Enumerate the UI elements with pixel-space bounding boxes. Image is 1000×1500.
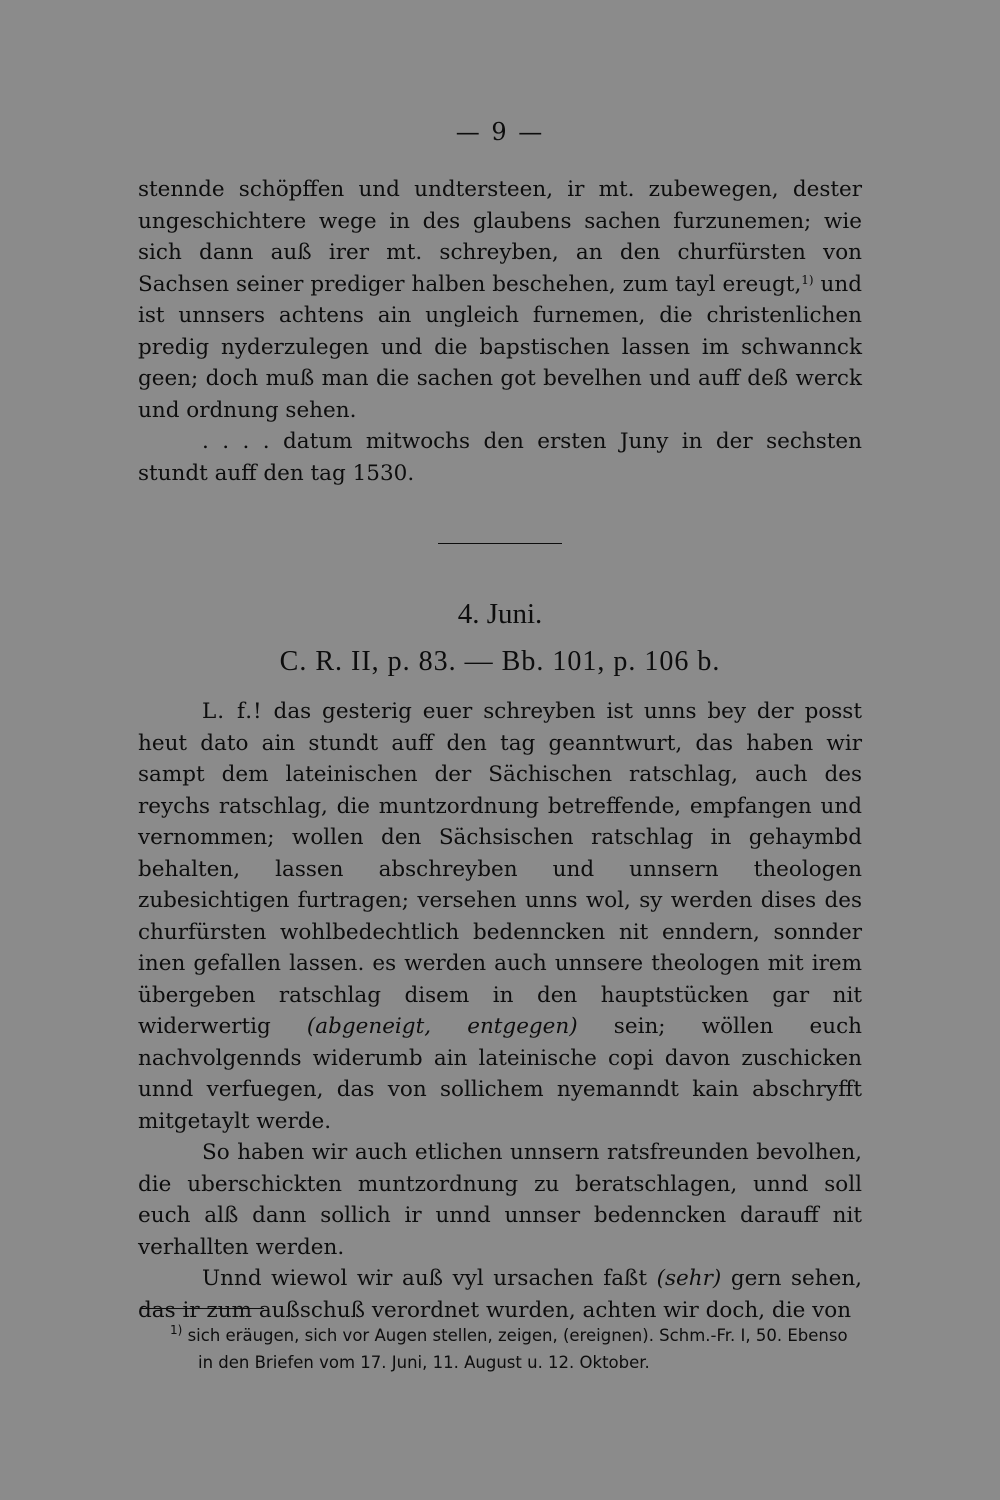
editorial-gloss-sehr: (sehr) xyxy=(656,1266,722,1291)
letter-1-body-continued: und ist unnsers achtens ain ungleich furnemen, die christenlichen predig nyderzulegen und die bapstischen lassen im schwannck geen; doch muß man die sachen got bevelhen und auff deß werck und ordnung sehen. xyxy=(138,271,862,423)
letter-1-paragraph xyxy=(138,174,862,426)
footnote-text: sich eräugen, sich vor Augen stellen, zeigen, (ereignen). Schm.-Fr. I, 50. Ebenso in den Briefen vom 17. Juni, 11. August u. 12. Oktober. xyxy=(182,1326,848,1372)
letter-1 xyxy=(138,174,862,489)
letter-1-closing: . . . . datum mitwochs den ersten Juny in der sechsten stundt auff den tag 1530. xyxy=(138,429,862,486)
letter-2-paragraph-2: So haben wir auch etlichen unnsern ratsfreunden bevolhen, die uberschickten muntzordnung zu beratschlagen, unnd soll euch alß dann sollich ir unnd unnser bedenncken darauff nit verhallten werden. xyxy=(138,1140,862,1260)
section-reference: C. R. II, p. 83. — Bb. 101, p. 106 b. xyxy=(279,646,721,677)
salutation: L. f.! xyxy=(202,699,263,724)
letter-2-paragraph-3 xyxy=(138,1263,862,1326)
page-number: — 9 — xyxy=(455,118,545,146)
section-date: 4. Juni. xyxy=(457,598,543,630)
letter-2 xyxy=(138,696,862,1326)
footnote-paragraph xyxy=(170,1322,864,1376)
footnote-divider xyxy=(140,1308,264,1309)
footnote xyxy=(170,1322,864,1376)
letter-2-text-a: das gesterig euer schreyben ist unns bey der posst heut dato ain stundt auff den tag geanntwurt, das haben wir sampt dem lateinischen der Sächischen ratschlag, auch des reychs ratschlag, die muntzordnung betreffende, empfangen und vernommen; wollen den Sächsischen ratschlag in gehaymbd behalten, lassen abschreyben und unnsern theologen zubesichtigen furtragen; versehen unns wol, sy werden dises des churfürsten wohlbedechtlich bedenncken nit enndern, sonnder inen gefallen lassen. es werden auch unnsere theologen mit irem übergeben ratschlag disem in den hauptstücken gar nit widerwertig xyxy=(138,699,862,1039)
section-divider xyxy=(438,543,562,544)
letter-2-p3-text-b: gern sehen, das ir zum außschuß verordnet wurden, achten wir doch, die von xyxy=(138,1266,862,1323)
letter-2-paragraph-1 xyxy=(138,696,862,1137)
letter-2-p3-text-a: Unnd wiewol wir auß vyl ursachen faßt xyxy=(202,1266,657,1291)
editorial-gloss: (abgeneigt, entgegen) xyxy=(306,1014,578,1039)
footnote-reference[interactable]: 1) xyxy=(801,272,814,287)
letter-2-text-b: sein; wöllen euch nachvolgennds widerumb ain lateinische copi davon zuschicken unnd verfuegen, das von sollichem nyemanndt kain abschryfft mitgetaylt werde. xyxy=(138,1014,862,1134)
letter-1-body: stennde schöpffen und undtersteen, ir mt. zubewegen, dester ungeschichtere wege in des glaubens sachen furzunemen; wie sich dann auß irer mt. schreyben, an den churfürsten von Sachsen seiner prediger halben beschehen, zum tayl ereugt, xyxy=(138,177,862,297)
footnote-marker: 1) xyxy=(170,1323,183,1337)
